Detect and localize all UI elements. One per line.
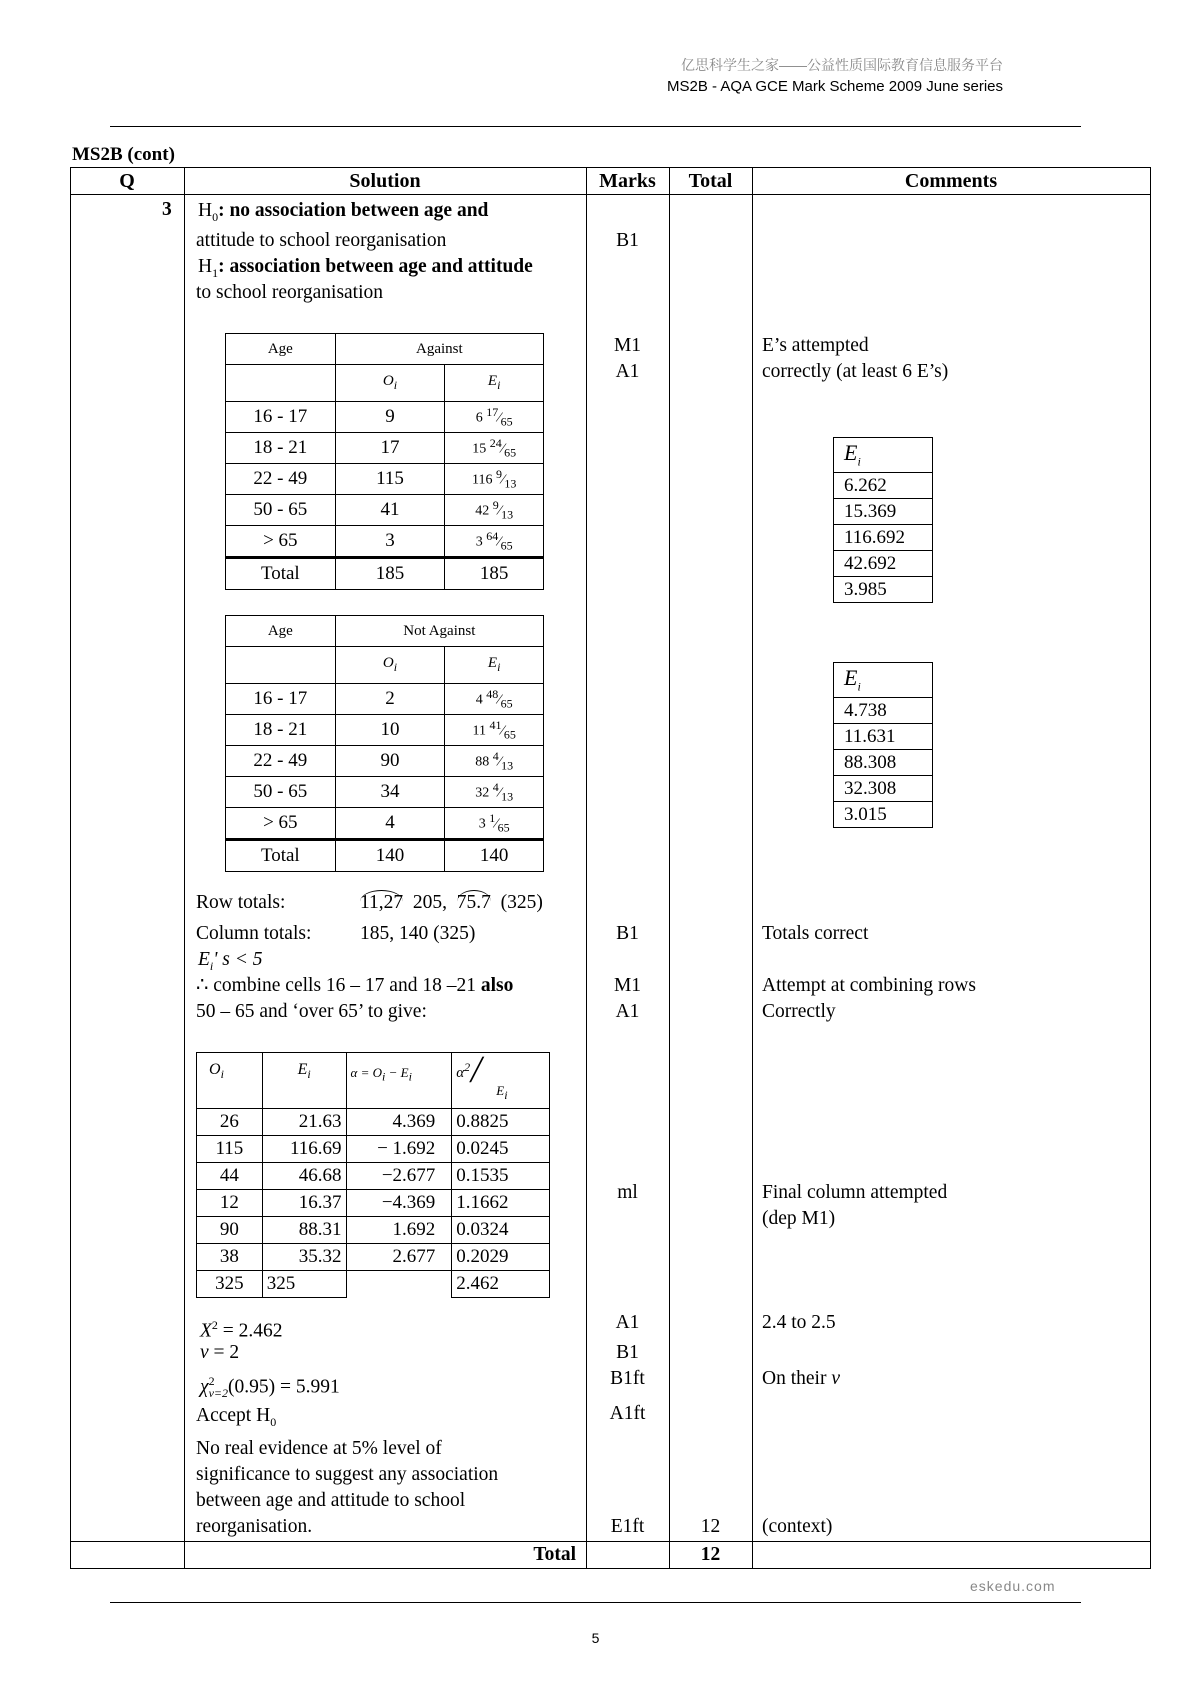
combine-cells-line-2: 50 – 65 and ‘over 65’ to give: (196, 1001, 427, 1022)
table-row (226, 777, 544, 808)
question-total: 12 (700, 1516, 721, 1537)
mark: A1 (615, 361, 640, 382)
document-header: MS2B - AQA GCE Mark Scheme 2009 June series (667, 78, 1003, 95)
h0-line (198, 198, 488, 230)
mark: ml (617, 1182, 638, 1203)
expected-fraction-cell: 88 $^4⁄_{13}$ (445, 746, 544, 777)
total-expected-cell: 140 (445, 840, 544, 872)
table-row (226, 715, 544, 746)
observed-cell: 41 (335, 495, 445, 526)
against-o-header: $O_i$ (335, 365, 445, 402)
observed-cell: 4 (335, 808, 445, 840)
col-header-comments: Comments (904, 170, 998, 192)
observed-cell: 9 (335, 402, 445, 433)
table-right-border (1150, 167, 1151, 1569)
row-totals-label: Row totals: (196, 892, 286, 913)
header-rule (110, 126, 1081, 127)
ei-table-not-against (833, 662, 933, 828)
comment: On their v (762, 1368, 840, 1389)
h0-text: : no association between age and (218, 200, 489, 221)
combined-alpha-header: $\alpha = O_i - E_i$ (346, 1053, 452, 1109)
h1-text: : association between age and attitude (218, 256, 533, 277)
col-header-solution: Solution (349, 170, 421, 192)
observed-cell: 3 (335, 526, 445, 558)
expected-fraction-cell: 32 $^4⁄_{13}$ (445, 777, 544, 808)
ei-value: 3.015 (834, 802, 933, 828)
expected-fraction-cell: 42 $^9⁄_{13}$ (445, 495, 544, 526)
footer-site: eskedu.com (970, 1578, 1056, 1594)
h0-line-2: attitude to school reorganisation (196, 230, 447, 251)
table-row (226, 684, 544, 715)
section-title: MS2B (cont) (72, 144, 175, 165)
combine-cells-line: ∴ combine cells 16 – 17 and 18 –21 also (196, 975, 514, 996)
ei-value: 11.631 (834, 724, 933, 750)
against-group-header: Against (335, 334, 543, 365)
table-row (226, 526, 544, 558)
question-number: 3 (162, 199, 172, 220)
not-against-blank-cell (226, 647, 336, 684)
ei-table-against (833, 437, 933, 603)
mark: M1 (613, 975, 642, 996)
age-cell: 50 - 65 (226, 777, 336, 808)
not-against-table (225, 615, 544, 872)
age-cell: 22 - 49 (226, 746, 336, 777)
mark: B1 (616, 923, 639, 944)
combined-o-header: $O_i$ (197, 1053, 263, 1109)
table-bottom-border (70, 1568, 1151, 1569)
table-row (226, 495, 544, 526)
comment: correctly (at least 6 E’s) (762, 361, 949, 382)
age-cell: 22 - 49 (226, 464, 336, 495)
table-row (226, 746, 544, 777)
col-header-total: Total (688, 170, 733, 192)
page-number: 5 (591, 1630, 600, 1646)
test-statistic: $X^2 = 2.462$ (200, 1318, 283, 1342)
comment: (context) (762, 1516, 833, 1537)
age-cell: 16 - 17 (226, 402, 336, 433)
age-cell: 18 - 21 (226, 715, 336, 746)
row-totals-values: 11,27 205, 75.7 (325) (360, 892, 543, 913)
total-label-cell: Total (226, 558, 336, 590)
ei-less-than-5: $E_i'$ s < 5 (198, 949, 263, 973)
total-row-value: 12 (700, 1544, 721, 1565)
combined-e-header: $E_i$ (262, 1053, 346, 1109)
expected-fraction-cell: 11 $^{41}⁄_{65}$ (445, 715, 544, 746)
table-row: 26 21.63 4.369 0.8825 (197, 1109, 550, 1136)
table-divider-marks (669, 167, 670, 1569)
table-row: 115 116.69 − 1.692 0.0245 (197, 1136, 550, 1163)
table-row (226, 402, 544, 433)
ei-value: 3.985 (834, 577, 933, 603)
mark: B1ft (610, 1368, 645, 1389)
table-row: 44 46.68 −2.677 0.1535 (197, 1163, 550, 1190)
table-row: 90 88.31 1.692 0.0324 (197, 1217, 550, 1244)
fraction-slash-icon: ╱ (470, 1057, 484, 1082)
ei-header: $E_i$ (834, 663, 933, 698)
expected-fraction-cell: 6 $^{17}⁄_{65}$ (445, 402, 544, 433)
ei-header: $E_i$ (834, 438, 933, 473)
mark: B1 (616, 230, 639, 251)
age-cell: 50 - 65 (226, 495, 336, 526)
conclusion-line: between age and attitude to school (196, 1490, 466, 1511)
mark: A1ft (609, 1403, 646, 1424)
total-label-cell: Total (226, 840, 336, 872)
observed-cell: 2 (335, 684, 445, 715)
comment: (dep M1) (762, 1208, 836, 1229)
footer-rule (110, 1602, 1081, 1603)
h1-sub: 1 (212, 265, 219, 280)
observed-cell: 90 (335, 746, 445, 777)
total-observed-cell: 140 (335, 840, 445, 872)
degrees-of-freedom: ν = 2 (200, 1342, 240, 1363)
conclusion-line: reorganisation. (196, 1516, 313, 1537)
h0-sub: 0 (212, 209, 219, 224)
table-row-total (226, 558, 544, 590)
col-header-marks: Marks (599, 170, 656, 192)
ei-value: 32.308 (834, 776, 933, 802)
comment: Attempt at combining rows (762, 975, 976, 996)
age-cell: > 65 (226, 808, 336, 840)
table-row-total: 325 325 2.462 (197, 1271, 550, 1298)
column-totals-label: Column totals: (196, 923, 312, 944)
against-age-header: Age (226, 334, 336, 365)
conclusion-line: significance to suggest any association (196, 1464, 499, 1485)
mark: A1 (615, 1001, 640, 1022)
mark: E1ft (610, 1516, 645, 1537)
table-row (226, 808, 544, 840)
mark: A1 (615, 1312, 640, 1333)
table-row-total (226, 840, 544, 872)
expected-fraction-cell: 3 $^1⁄_{65}$ (445, 808, 544, 840)
h1-symbol: H (198, 256, 213, 277)
ei-value: 4.738 (834, 698, 933, 724)
observed-cell: 34 (335, 777, 445, 808)
against-e-header: $E_i$ (445, 365, 544, 402)
total-observed-cell: 185 (335, 558, 445, 590)
ei-value: 42.692 (834, 551, 933, 577)
table-left-border (70, 167, 71, 1569)
observed-cell: 10 (335, 715, 445, 746)
h0-symbol: H (198, 200, 213, 221)
table-top-border (70, 167, 1151, 168)
ei-value: 6.262 (834, 473, 933, 499)
age-cell: 18 - 21 (226, 433, 336, 464)
ei-value: 116.692 (834, 525, 933, 551)
expected-fraction-cell: 116 $^9⁄_{13}$ (445, 464, 544, 495)
combined-table (196, 1052, 550, 1298)
not-against-group-header: Not Against (335, 616, 543, 647)
against-table (225, 333, 544, 590)
conclusion-line: No real evidence at 5% level of (196, 1438, 442, 1459)
combined-alpha2-header: $\alpha^2╱$ $E_i$ (452, 1053, 550, 1109)
ei-value: 88.308 (834, 750, 933, 776)
observed-cell: 17 (335, 433, 445, 464)
expected-fraction-cell: 3 $^{64}⁄_{65}$ (445, 526, 544, 558)
column-totals-values: 185, 140 (325) (360, 923, 476, 944)
not-against-o-header: $O_i$ (335, 647, 445, 684)
expected-fraction-cell: 15 $^{24}⁄_{65}$ (445, 433, 544, 464)
comment: Correctly (762, 1001, 836, 1022)
comment: Final column attempted (762, 1182, 948, 1203)
table-row (226, 464, 544, 495)
not-against-age-header: Age (226, 616, 336, 647)
expected-fraction-cell: 4 $^{48}⁄_{65}$ (445, 684, 544, 715)
table-row (226, 433, 544, 464)
accept-h0: Accept $H_0$ (196, 1405, 277, 1429)
comment: E’s attempted (762, 335, 869, 356)
total-row-label: Total (533, 1544, 576, 1565)
comment: Totals correct (762, 923, 869, 944)
against-blank-cell (226, 365, 336, 402)
table-row: 12 16.37 −4.369 1.1662 (197, 1190, 550, 1217)
comment: 2.4 to 2.5 (762, 1312, 836, 1333)
col-header-q: Q (119, 170, 135, 192)
h1-line-2: to school reorganisation (196, 282, 384, 303)
age-cell: > 65 (226, 526, 336, 558)
not-against-e-header: $E_i$ (445, 647, 544, 684)
table-header-border (70, 194, 1151, 195)
table-divider-total (752, 167, 753, 1569)
critical-value: $\chi^2_{\nu=2}(0.95) = 5.991$ (200, 1374, 340, 1401)
observed-cell: 115 (335, 464, 445, 495)
total-expected-cell: 185 (445, 558, 544, 590)
age-cell: 16 - 17 (226, 684, 336, 715)
site-header: 亿思科学生之家——公益性质国际教育信息服务平台 (681, 57, 1003, 73)
ei-value: 15.369 (834, 499, 933, 525)
table-row: 38 35.32 2.677 0.2029 (197, 1244, 550, 1271)
table-divider-q (184, 167, 185, 1569)
mark: B1 (616, 1342, 639, 1363)
mark: M1 (613, 335, 642, 356)
